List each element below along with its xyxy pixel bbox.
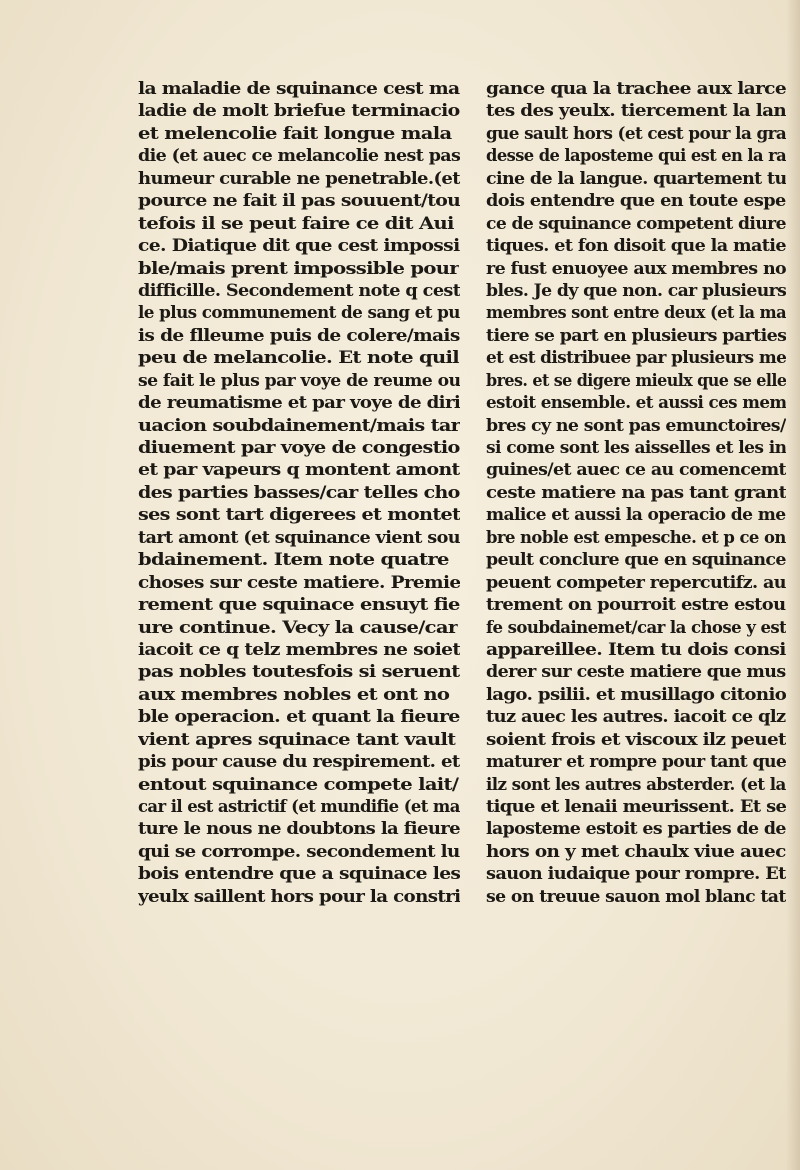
- text-line: qui se corrompe. secondement lu: [138, 841, 460, 862]
- text-line: et par vapeurs q montent amont: [138, 460, 460, 481]
- text-line: bois entendre que a squinace les: [138, 864, 461, 885]
- text-line: peu de melancolie. Et note quil: [138, 348, 459, 369]
- text-line: maturer et rompre pour tant que: [486, 752, 786, 773]
- text-line: cine de la langue. quartement tu: [486, 168, 787, 189]
- text-line: de reumatisme et par voye de diri: [138, 393, 461, 414]
- text-line: dois entendre que en toute espe: [486, 191, 786, 212]
- text-line: bres cy ne sont pas emunctoires/: [486, 415, 786, 436]
- text-line: ilz sont les autres absterder. (et la: [486, 774, 786, 795]
- text-line: ture le nous ne doubtons la fieure: [138, 819, 460, 840]
- text-line: tiques. et fon disoit que la matie: [486, 236, 786, 257]
- page-edge-shadow: [786, 0, 800, 1170]
- text-line: entout squinance compete lait/: [138, 774, 459, 795]
- text-line: se fait le plus par voye de reume ou: [138, 370, 461, 391]
- text-line: lago. psilii. et musillago citonio: [486, 684, 786, 705]
- text-line: tique et lenaii meurissent. Et se: [486, 797, 786, 817]
- text-line: membres sont entre deux (et la ma: [486, 303, 786, 324]
- text-line: tuz auec les autres. iacoit ce qlz: [486, 707, 786, 728]
- text-line: re fust enuoyee aux membres no: [486, 258, 787, 279]
- text-line: desse de laposteme qui est en la ra: [486, 146, 787, 167]
- text-line: ce. Diatique dit que cest impossi: [138, 236, 460, 257]
- text-line: bres. et se digere mieulx que se elle: [486, 370, 786, 391]
- text-line: et melencolie fait longue mala: [138, 123, 452, 144]
- text-line: tefois il se peut faire ce dit Aui: [138, 213, 454, 234]
- text-line: gance qua la trachee aux larce: [486, 79, 787, 99]
- text-line: pis pour cause du respirement. et: [138, 752, 460, 773]
- text-line: tes des yeulx. tiercement la lan: [486, 101, 786, 122]
- text-line: iacoit ce q telz membres ne soiet: [138, 639, 460, 660]
- text-line: appareillee. Item tu dois consi: [486, 639, 786, 660]
- text-line: hors on y met chaulx viue auec: [486, 841, 786, 862]
- text-line: le plus communement de sang et pu: [138, 303, 460, 324]
- text-line: des parties basses/car telles cho: [138, 482, 460, 503]
- text-line: ble operacion. et quant la fieure: [138, 707, 460, 728]
- text-line: uacion soubdainement/mais tar: [138, 415, 460, 436]
- text-line: si come sont les aisselles et les in: [486, 438, 786, 458]
- text-line: humeur curable ne penetrable.(et: [138, 168, 460, 189]
- right-text-column: [486, 78, 792, 908]
- text-line: ladie de molt briefue terminacio: [138, 101, 460, 122]
- text-line: ceste matiere na pas tant grant: [486, 482, 786, 503]
- text-line: bre noble est empesche. et p ce on: [486, 527, 786, 548]
- left-text-column: [138, 78, 460, 908]
- text-line: guines/et auec ce au comencemt: [486, 460, 786, 481]
- text-line: sauon iudaique pour rompre. Et: [486, 864, 786, 885]
- text-line: ure continue. Vecy la cause/car: [138, 617, 458, 638]
- text-line: derer sur ceste matiere que mus: [486, 662, 786, 683]
- text-line: pource ne fait il pas souuent/tou: [138, 191, 460, 212]
- text-line: diuement par voye de congestio: [138, 438, 460, 458]
- text-line: estoit ensemble. et aussi ces mem: [486, 393, 786, 414]
- text-line: vient apres squinace tant vault: [138, 729, 456, 750]
- text-line: gue sault hors (et cest pour la gra: [486, 123, 786, 144]
- text-line: laposteme estoit es parties de de: [486, 819, 786, 840]
- text-line: malice et aussi la operacio de me: [486, 505, 786, 526]
- text-line: tiere se part en plusieurs parties: [486, 325, 787, 346]
- text-line: fe soubdainemet/car la chose y est: [486, 617, 786, 638]
- text-line: se on treuue sauon mol blanc tat: [486, 886, 786, 907]
- text-line: rement que squinace ensuyt fie: [138, 595, 460, 616]
- text-line: peuent competer repercutifz. au: [486, 572, 786, 593]
- text-line: difficille. Secondement note q cest: [138, 280, 460, 301]
- text-line: soient frois et viscoux ilz peuet: [486, 729, 786, 750]
- text-line: ses sont tart digerees et montet: [138, 505, 460, 526]
- text-line: pas nobles toutesfois si seruent: [138, 662, 460, 683]
- text-line: choses sur ceste matiere. Premie: [138, 572, 460, 593]
- text-line: trement on pourroit estre estou: [486, 595, 786, 616]
- text-line: bles. Je dy que non. car plusieurs: [486, 280, 786, 301]
- text-line: bdainement. Item note quatre: [138, 550, 449, 571]
- text-line: la maladie de squinance cest ma: [138, 79, 460, 99]
- text-line: die (et auec ce melancolie nest pas: [138, 146, 461, 167]
- text-line: ble/mais prent impossible pour: [138, 258, 459, 279]
- text-line: is de flleume puis de colere/mais: [138, 325, 460, 346]
- text-line: et est distribuee par plusieurs me: [486, 348, 787, 369]
- text-line: tart amont (et squinance vient sou: [138, 527, 460, 548]
- text-line: car il est astrictif (et mundifie (et ma: [138, 797, 460, 817]
- text-line: peult conclure que en squinance: [486, 550, 786, 571]
- text-line: yeulx saillent hors pour la constri: [138, 886, 460, 907]
- text-line: ce de squinance competent diure: [486, 213, 786, 234]
- text-line: aux membres nobles et ont no: [138, 684, 450, 705]
